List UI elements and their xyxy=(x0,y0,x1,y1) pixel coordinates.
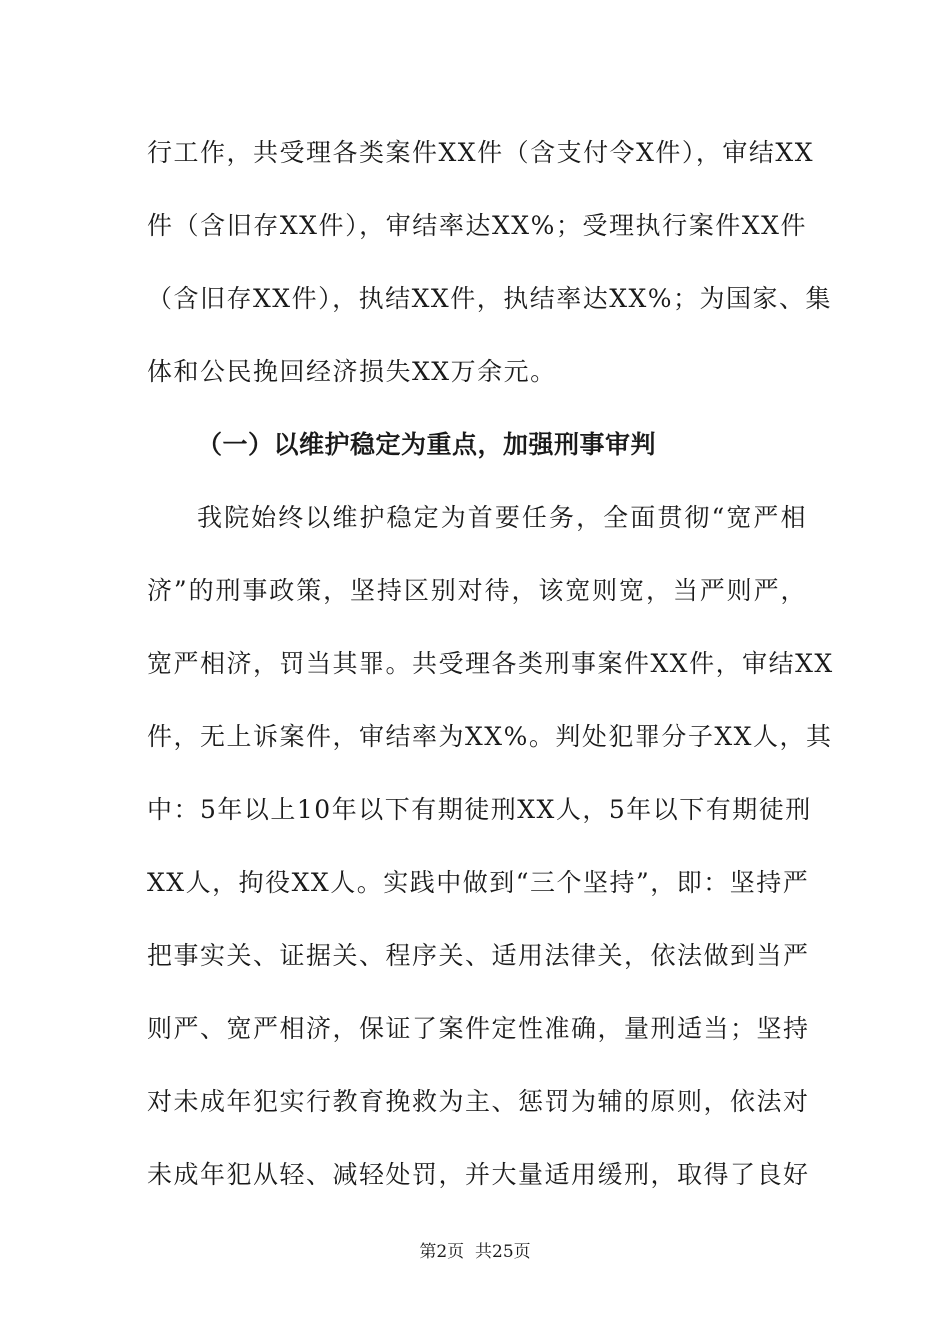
section-heading: （一）以维护稳定为重点，加强刑事审判 xyxy=(197,430,657,459)
page-number: 第2页 xyxy=(419,1242,465,1262)
paragraph-line: 体和公民挽回经济损失XX万余元。 xyxy=(147,357,557,386)
paragraph-line: 件（含旧存XX件），审结率达XX%；受理执行案件XX件 xyxy=(147,211,807,240)
body-text xyxy=(147,128,834,1223)
paragraph-line: 我院始终以维护稳定为首要任务，全面贯彻“宽严相 xyxy=(197,503,807,532)
paragraph-line: 对未成年犯实行教育挽救为主、惩罚为辅的原则，依法对 xyxy=(147,1087,810,1116)
page-footer xyxy=(0,1240,950,1264)
paragraph-line: 则严、宽严相济，保证了案件定性准确，量刑适当；坚持 xyxy=(147,1014,810,1043)
paragraph-line: 济”的刑事政策，坚持区别对待，该宽则宽，当严则严， xyxy=(147,576,807,605)
paragraph-line: 未成年犯从轻、减轻处罚，并大量适用缓刑，取得了良好 xyxy=(147,1160,810,1189)
paragraph-line: XX人，拘役XX人。实践中做到“三个坚持”，即：坚持严 xyxy=(147,868,810,897)
paragraph-line: 件，无上诉案件，审结率为XX%。判处犯罪分子XX人，其 xyxy=(147,722,833,751)
paragraph-line: 把事实关、证据关、程序关、适用法律关，依法做到当严 xyxy=(147,941,810,970)
page-total: 共25页 xyxy=(475,1242,531,1262)
paragraph-line: 中：5年以上10年以下有期徒刑XX人，5年以下有期徒刑 xyxy=(147,795,812,824)
paragraph-line: （含旧存XX件），执结XX件，执结率达XX%；为国家、集 xyxy=(147,284,833,313)
paragraph-line: 行工作，共受理各类案件XX件（含支付令X件），审结XX xyxy=(147,138,814,167)
paragraph-line: 宽严相济，罚当其罪。共受理各类刑事案件XX件，审结XX xyxy=(147,649,834,678)
